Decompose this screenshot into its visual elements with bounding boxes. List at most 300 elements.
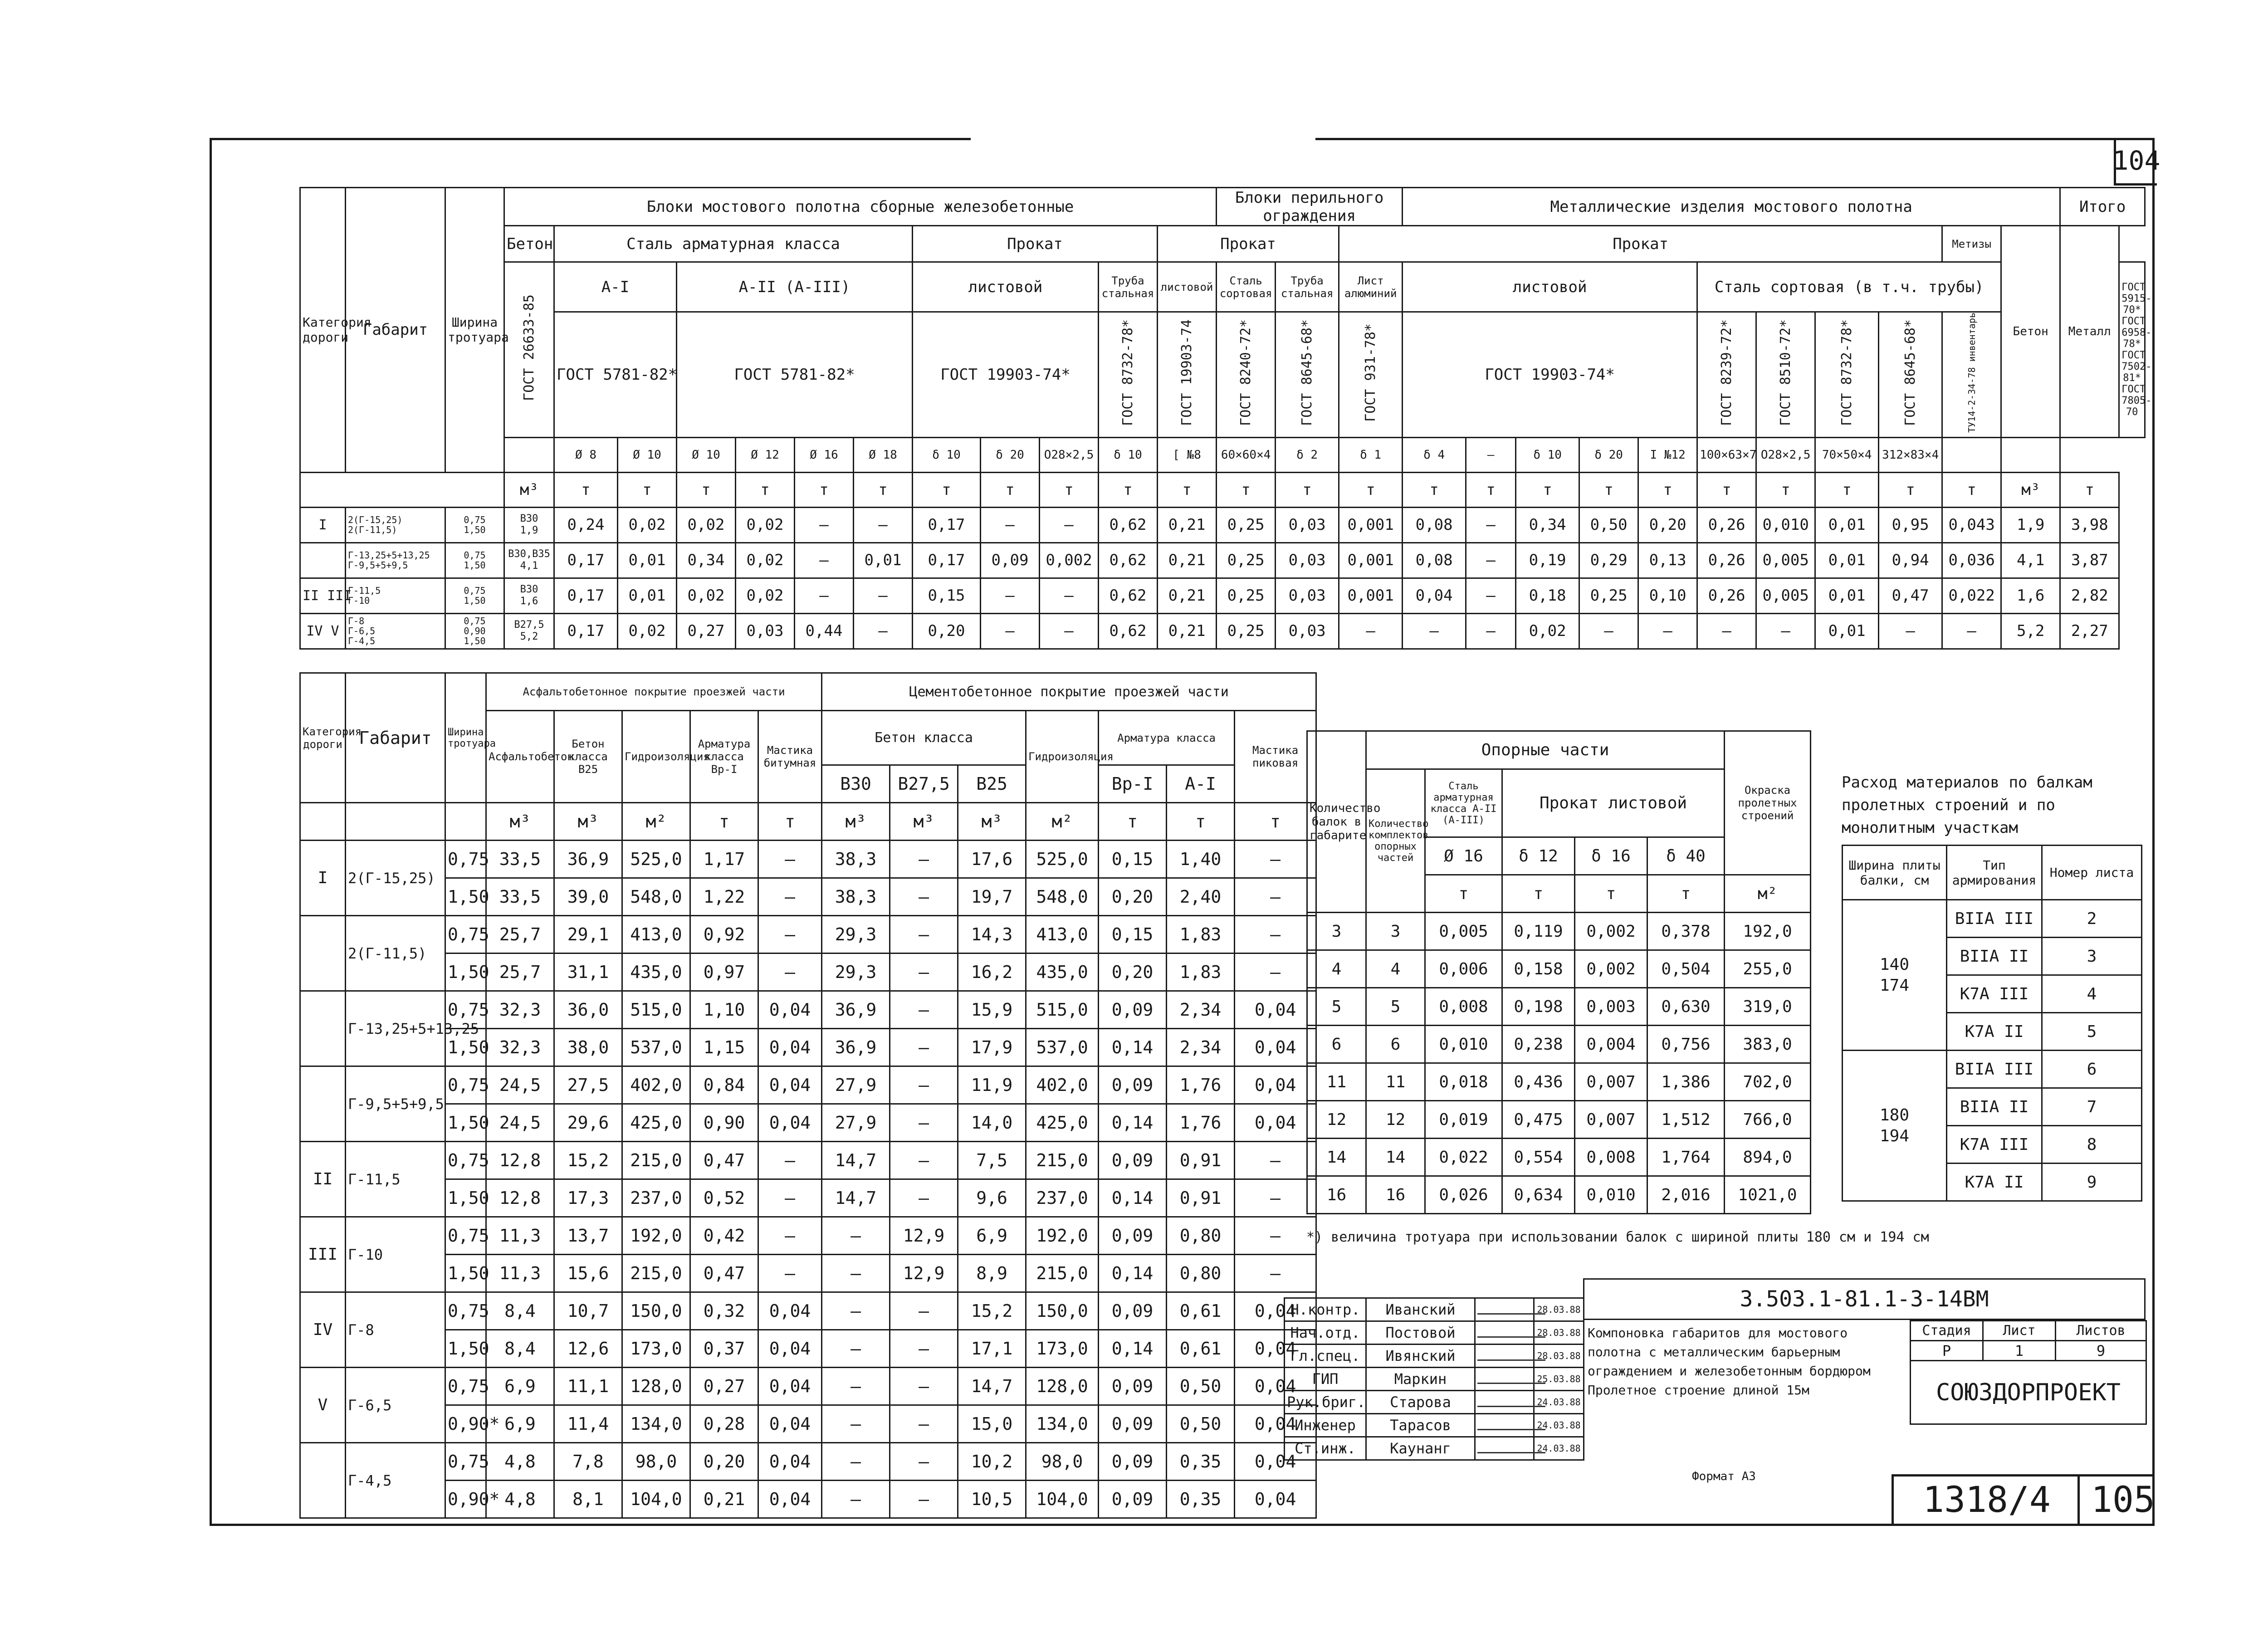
cell: 0,08 — [1403, 543, 1466, 578]
p-unit-8: м² — [1026, 803, 1099, 841]
cell: 525,0 — [1026, 841, 1099, 878]
cell: 0,198 — [1502, 988, 1575, 1026]
gost-ai: ГОСТ 5781-82* — [554, 312, 677, 438]
unit-6: т — [854, 472, 913, 507]
cell: 1,50 — [445, 1029, 486, 1066]
cell: 702,0 — [1725, 1063, 1811, 1101]
cell: 10,2 — [958, 1443, 1026, 1481]
cell: 6 — [1366, 1026, 1425, 1063]
unit-0: м³ — [504, 472, 554, 507]
cell: ВIIА II — [1947, 1088, 2042, 1126]
row-concrete: В27,5 5,2 — [504, 613, 554, 649]
stamp-code: 3.503.1-81.1-3-14ВМ — [1740, 1286, 1989, 1312]
p-row-category — [300, 1066, 346, 1142]
size-8: О28×2,5 — [1040, 437, 1099, 472]
cell: 0,04 — [1235, 1066, 1316, 1104]
cell: 15,0 — [958, 1405, 1026, 1443]
row-gabarit: Г-11,5 Г-10 — [346, 578, 445, 613]
b-col-painting: Окраска пролетных строений — [1725, 731, 1811, 875]
p-unit-0: м³ — [486, 803, 554, 841]
cell: 0,35 — [1167, 1443, 1235, 1481]
stamp-name: Тарасов — [1366, 1414, 1475, 1437]
signature-mark — [1477, 1371, 1545, 1384]
stamp-role: Ст.инж. — [1285, 1437, 1366, 1460]
p-row-gabarit: Г-6,5 — [346, 1368, 445, 1443]
size-18: I №12 — [1638, 437, 1697, 472]
cell: 150,0 — [1026, 1292, 1099, 1330]
p-col-concrete-class: Бетон класса — [822, 711, 1026, 765]
cell: 12 — [1307, 1101, 1366, 1139]
gost-aii: ГОСТ 5781-82* — [677, 312, 913, 438]
cell: 0,27 — [677, 613, 736, 649]
cell: 5 — [1366, 988, 1425, 1026]
cell: 0,92 — [690, 916, 758, 953]
cell: 548,0 — [622, 878, 690, 916]
p-unit-1: м³ — [554, 803, 622, 841]
cell: 16 — [1366, 1176, 1425, 1214]
cell: — — [890, 1142, 958, 1179]
cell: 15,6 — [554, 1255, 622, 1292]
cell: — — [890, 991, 958, 1029]
cell: 0,01 — [1815, 543, 1879, 578]
cell: — — [1040, 507, 1099, 543]
cell: 0,02 — [618, 613, 677, 649]
cell: 1,76 — [1167, 1066, 1235, 1104]
sheets-label: Листов — [2056, 1321, 2146, 1341]
cell: — — [758, 1255, 822, 1292]
cell: 1,512 — [1647, 1101, 1725, 1139]
cell: 12 — [1366, 1101, 1425, 1139]
cell: 0,09 — [981, 543, 1040, 578]
cell: 192,0 — [1026, 1217, 1099, 1255]
c-col-sheet: Номер листа — [2042, 846, 2142, 900]
cell: 0,50 — [1167, 1405, 1235, 1443]
cell: 0,036 — [1942, 543, 2001, 578]
cell: — — [1235, 1142, 1316, 1179]
cell: 0,62 — [1099, 507, 1158, 543]
cell: 413,0 — [622, 916, 690, 953]
stamp-name: Ивянский — [1366, 1345, 1475, 1368]
unit-3: т — [677, 472, 736, 507]
gost-s5: ТУ14-2-34-78 инвентарь — [1942, 312, 2001, 438]
cell: 0,04 — [758, 1330, 822, 1368]
cell: 2,34 — [1167, 1029, 1235, 1066]
size-concrete — [504, 437, 554, 472]
cell: 15,2 — [554, 1142, 622, 1179]
table-row — [300, 1443, 1316, 1481]
cell: 11,1 — [554, 1368, 622, 1405]
stamp-date: 28.03.88 — [1534, 1298, 1584, 1321]
size-2: Ø 10 — [677, 437, 736, 472]
cell: 0,75 — [445, 1066, 486, 1104]
cell: 0,17 — [913, 543, 981, 578]
stamp-row — [1285, 1321, 1584, 1345]
stamp-code-box — [1583, 1278, 2146, 1320]
cell: — — [854, 613, 913, 649]
cell: 0,04 — [758, 1368, 822, 1405]
cell: 515,0 — [1026, 991, 1099, 1029]
gost-s4: ГОСТ 8645-68* — [1879, 312, 1942, 438]
c-col-width: Ширина плиты балки, см — [1843, 846, 1947, 900]
cell: 11,4 — [554, 1405, 622, 1443]
cell: 15,2 — [958, 1292, 1026, 1330]
cell: 6,9 — [486, 1405, 554, 1443]
p-group-asphalt: Асфальтобетонное покрытие проезжей части — [486, 673, 822, 711]
cell: 1,17 — [690, 841, 758, 878]
table-row — [300, 878, 1316, 916]
cell: 1,9 — [2001, 507, 2060, 543]
cell: 0,47 — [690, 1142, 758, 1179]
cell: 29,6 — [554, 1104, 622, 1142]
cell: — — [1040, 578, 1099, 613]
cell: 16 — [1307, 1176, 1366, 1214]
b-col-beams: Количество балок в габарите — [1307, 731, 1366, 913]
cell: 38,3 — [822, 841, 890, 878]
cell: 1,50 — [445, 1179, 486, 1217]
size-21: 70×50×4 — [1815, 437, 1879, 472]
stage-label: Стадия — [1911, 1321, 1983, 1341]
cell: 27,5 — [554, 1066, 622, 1104]
unit-20: т — [1697, 472, 1756, 507]
cell: 17,3 — [554, 1179, 622, 1217]
cell: 0,14 — [1099, 1255, 1167, 1292]
row-gabarit: 2(Г-15,25) 2(Г-11,5) — [346, 507, 445, 543]
cell: 7 — [2042, 1088, 2142, 1126]
cell: 402,0 — [1026, 1066, 1099, 1104]
table-row — [300, 1292, 1316, 1330]
size-22: 312×83×4 — [1879, 437, 1942, 472]
cell: — — [854, 578, 913, 613]
cell: 128,0 — [622, 1368, 690, 1405]
cell: — — [890, 1443, 958, 1481]
size-pad-a — [1942, 437, 2001, 472]
b-col-s12: δ 12 — [1502, 837, 1575, 875]
cell: 29,3 — [822, 916, 890, 953]
cell: 0,001 — [1339, 578, 1403, 613]
cell: 0,20 — [690, 1443, 758, 1481]
cell: 11 — [1307, 1063, 1366, 1101]
cell: 104,0 — [1026, 1481, 1099, 1518]
stamp-row — [1285, 1391, 1584, 1414]
cell: 36,9 — [554, 841, 622, 878]
cell: 0,21 — [1158, 613, 1217, 649]
cell: 0,01 — [1815, 613, 1879, 649]
cell: 17,6 — [958, 841, 1026, 878]
p-unit-9: т — [1099, 803, 1167, 841]
cell: 1021,0 — [1725, 1176, 1811, 1214]
format-label: Формат А3 — [1692, 1470, 1756, 1483]
b-unit-2: т — [1502, 875, 1575, 913]
cell: 0,44 — [795, 613, 854, 649]
stamp-sheet-info — [1910, 1320, 2147, 1425]
row-sidewalk: 0,75 1,50 — [445, 543, 504, 578]
cell: 0,61 — [1167, 1292, 1235, 1330]
p-row-category — [300, 991, 346, 1066]
cell: 2 — [2042, 900, 2142, 938]
cell: 104,0 — [622, 1481, 690, 1518]
cell: 0,002 — [1575, 950, 1647, 988]
cell: — — [890, 1104, 958, 1142]
cell: 0,18 — [1516, 578, 1579, 613]
cell: 0,50 — [1167, 1368, 1235, 1405]
cell: 0,03 — [1276, 507, 1339, 543]
cell: — — [1942, 613, 2001, 649]
cell: К7А II — [1947, 1164, 2042, 1201]
signature — [1475, 1368, 1534, 1391]
col-steel-sort: Сталь сортовая (в т.ч. трубы) — [1697, 262, 2001, 312]
cell: 0,42 — [690, 1217, 758, 1255]
stamp-role: Инженер — [1285, 1414, 1366, 1437]
cell: 2,27 — [2060, 613, 2119, 649]
cell: 29,1 — [554, 916, 622, 953]
cell: — — [1235, 841, 1316, 878]
stamp-title: Компоновка габаритов для мостового полотна с металлическим барьерным ограждением и железобетонным бордюром Пролетное строение длиной 15м — [1588, 1325, 1871, 1398]
cell: 1,50 — [445, 1104, 486, 1142]
stamp-role: Гл.спец. — [1285, 1345, 1366, 1368]
p-col-b275: В27,5 — [890, 765, 958, 803]
stamp-date: 28.03.88 — [1534, 1321, 1584, 1345]
gost-pipe: ГОСТ 8732-78* — [1099, 312, 1158, 438]
cell: — — [758, 916, 822, 953]
row-category: I — [300, 507, 346, 543]
cell: 14,7 — [958, 1368, 1026, 1405]
cell: 0,75 — [445, 916, 486, 953]
cell: 17,9 — [958, 1029, 1026, 1066]
cell: 0,04 — [1235, 1292, 1316, 1330]
unit-12: т — [1217, 472, 1276, 507]
gost-alum: ГОСТ 931-78* — [1339, 312, 1403, 438]
cell: 1,10 — [690, 991, 758, 1029]
cell: 1,50 — [445, 953, 486, 991]
signature — [1475, 1321, 1534, 1345]
cell: — — [1235, 916, 1316, 953]
size-pad-b — [2001, 437, 2060, 472]
p-col-b30: В30 — [822, 765, 890, 803]
size-4: Ø 16 — [795, 437, 854, 472]
table-row — [1307, 988, 1811, 1026]
cell: 16,2 — [958, 953, 1026, 991]
cell: 1,50 — [445, 1255, 486, 1292]
cell: — — [822, 1481, 890, 1518]
cell: 0,34 — [677, 543, 736, 578]
col-sidewalk: Ширина тротуара — [445, 188, 504, 473]
cell: ВIIА III — [1947, 1051, 2042, 1088]
p-unit-3: т — [690, 803, 758, 841]
cell: 15,9 — [958, 991, 1026, 1029]
p-unit-11: т — [1235, 803, 1316, 841]
b-col-d16: Ø 16 — [1425, 837, 1502, 875]
stamp-name: Иванский — [1366, 1298, 1475, 1321]
cell: 0,14 — [1099, 1179, 1167, 1217]
cell: 32,3 — [486, 991, 554, 1029]
gost-metizy: ГОСТ 5915-70* ГОСТ 6958-78* ГОСТ 7502-81* ГОСТ 7805-70 — [2119, 262, 2145, 438]
top-sheet-number: 104 — [2114, 138, 2157, 186]
cell: 0,25 — [1217, 578, 1276, 613]
cell: 0,02 — [736, 543, 795, 578]
cell: 435,0 — [1026, 953, 1099, 991]
p-row-category — [300, 916, 346, 991]
cell: — — [981, 613, 1040, 649]
cell: — — [1697, 613, 1756, 649]
cell: 0,90 — [690, 1104, 758, 1142]
cell: ВIIА II — [1947, 938, 2042, 975]
footnote: *) величина тротуара при использовании балок с шириной плиты 180 см и 194 см — [1306, 1229, 1929, 1245]
cell: 1,83 — [1167, 916, 1235, 953]
cell: К7А II — [1947, 1013, 2042, 1051]
cell: 173,0 — [622, 1330, 690, 1368]
cell: 10,7 — [554, 1292, 622, 1330]
cell: — — [890, 1405, 958, 1443]
p-col-category: Категория дороги — [300, 673, 346, 803]
col-section: Сталь сортовая — [1217, 262, 1276, 312]
cell: 14,3 — [958, 916, 1026, 953]
cell: 894,0 — [1725, 1139, 1811, 1176]
p-row-gabarit: 2(Г-15,25) — [346, 841, 445, 916]
cell: 0,01 — [618, 543, 677, 578]
cell: 0,15 — [1099, 841, 1167, 878]
p-col-asphalt: Асфальтобетон — [486, 711, 554, 803]
p-col-ai: А-I — [1167, 765, 1235, 803]
unit-23: т — [1879, 472, 1942, 507]
col-sheet: листовой — [913, 262, 1099, 312]
c-row-width: 140 174 — [1843, 900, 1947, 1051]
table-row — [300, 1142, 1316, 1179]
table-row — [300, 507, 2145, 543]
stamp-row — [1285, 1368, 1584, 1391]
cell: 11,3 — [486, 1255, 554, 1292]
cell: 173,0 — [1026, 1330, 1099, 1368]
bottom-sheet-number: 105 — [2091, 1480, 2155, 1521]
col-rolled3: Прокат — [1339, 226, 1942, 262]
stamp-name: Маркин — [1366, 1368, 1475, 1391]
cell: 0,34 — [1516, 507, 1579, 543]
col-metizy: Метизы — [1942, 226, 2001, 262]
cell: 0,25 — [1217, 507, 1276, 543]
col-rebar: Сталь арматурная класса — [554, 226, 913, 262]
cell: — — [890, 1330, 958, 1368]
cell: 0,003 — [1575, 988, 1647, 1026]
cell: 33,5 — [486, 841, 554, 878]
cell: 0,01 — [618, 578, 677, 613]
cell: ВIIА III — [1947, 900, 2042, 938]
cell: — — [981, 578, 1040, 613]
unit-5: т — [795, 472, 854, 507]
unit-14: т — [1339, 472, 1403, 507]
table-row — [300, 543, 2145, 578]
cell: 3 — [1366, 913, 1425, 950]
p-row-category: I — [300, 841, 346, 916]
stamp-row — [1285, 1437, 1584, 1460]
p-col-rebar-class: Арматура класса — [1099, 711, 1235, 765]
size-12: δ 2 — [1276, 437, 1339, 472]
size-17: δ 20 — [1579, 437, 1638, 472]
group-metal: Металлические изделия мостового полотна — [1403, 188, 2060, 226]
size-19: 100×63×7 — [1697, 437, 1756, 472]
cell: 0,26 — [1697, 578, 1756, 613]
b-col-steel: Сталь арматурная класса А-II (А-III) — [1425, 769, 1502, 837]
b-unit-1: т — [1425, 875, 1502, 913]
table-row — [300, 841, 1316, 878]
cell: — — [795, 578, 854, 613]
cell: 215,0 — [1026, 1255, 1099, 1292]
stamp-date: 24.03.88 — [1534, 1414, 1584, 1437]
unit-15: т — [1403, 472, 1466, 507]
cell: 0,01 — [1815, 578, 1879, 613]
unit-19: т — [1638, 472, 1697, 507]
consumption-title: Расход материалов по балкам пролетных строений и по монолитным участкам — [1842, 773, 2092, 837]
size-7: δ 20 — [981, 437, 1040, 472]
cell: — — [758, 1142, 822, 1179]
table-row — [1307, 1139, 1811, 1176]
doc-ref: 1318/4 — [1923, 1480, 2051, 1521]
cell: 4,1 — [2001, 543, 2060, 578]
cell: 0,19 — [1516, 543, 1579, 578]
b-unit-3: т — [1575, 875, 1647, 913]
pavement-table — [299, 672, 1317, 1519]
gost-sheet: ГОСТ 19903-74* — [913, 312, 1099, 438]
cell: 25,7 — [486, 953, 554, 991]
b-unit-5: м² — [1725, 875, 1811, 913]
sheets-value: 9 — [2056, 1341, 2146, 1361]
stamp-row — [1285, 1298, 1584, 1321]
cell: 0,29 — [1579, 543, 1638, 578]
unit-8: т — [981, 472, 1040, 507]
cell: 0,03 — [1276, 578, 1339, 613]
stamp-role: Рук.бриг. — [1285, 1391, 1366, 1414]
cell: 1,6 — [2001, 578, 2060, 613]
sheet-label: Лист — [1983, 1321, 2056, 1341]
row-category: IV V — [300, 613, 346, 649]
stamp-name: Постовой — [1366, 1321, 1475, 1345]
consumption-table — [1842, 845, 2142, 1202]
cell: 0,20 — [1638, 507, 1697, 543]
cell: 215,0 — [1026, 1142, 1099, 1179]
cell: 36,9 — [822, 1029, 890, 1066]
p-col-b25: Бетон класса В25 — [554, 711, 622, 803]
cell: 0,04 — [1235, 991, 1316, 1029]
cell: 0,20 — [913, 613, 981, 649]
cell: 0,04 — [1235, 1405, 1316, 1443]
col-pipe: Труба стальная — [1099, 262, 1158, 312]
cell: 766,0 — [1725, 1101, 1811, 1139]
cell: 11 — [1366, 1063, 1425, 1101]
table-row — [1843, 1051, 2142, 1088]
p-col-vp1: Вр-I — [1099, 765, 1167, 803]
cell: 9 — [2042, 1164, 2142, 1201]
p-col-mastic: Мастика битумная — [758, 711, 822, 803]
cell: 7,5 — [958, 1142, 1026, 1179]
cell: 0,026 — [1425, 1176, 1502, 1214]
cell: — — [1579, 613, 1638, 649]
cell: 0,52 — [690, 1179, 758, 1217]
group-railing: Блоки перильного ограждения — [1217, 188, 1403, 226]
cell: 36,9 — [822, 991, 890, 1029]
signature-mark — [1477, 1301, 1545, 1315]
signature — [1475, 1298, 1534, 1321]
table-row — [300, 916, 1316, 953]
cell: 4,8 — [486, 1481, 554, 1518]
cell: 0,02 — [618, 507, 677, 543]
b-group: Опорные части — [1366, 731, 1725, 769]
unit-2: т — [618, 472, 677, 507]
stamp-date: 25.03.88 — [1534, 1368, 1584, 1391]
cell: 0,94 — [1879, 543, 1942, 578]
cell: 0,008 — [1575, 1139, 1647, 1176]
cell: 0,09 — [1099, 1368, 1167, 1405]
cell: 0,26 — [1697, 543, 1756, 578]
cell: 0,09 — [1099, 1443, 1167, 1481]
size-0: Ø 8 — [554, 437, 618, 472]
